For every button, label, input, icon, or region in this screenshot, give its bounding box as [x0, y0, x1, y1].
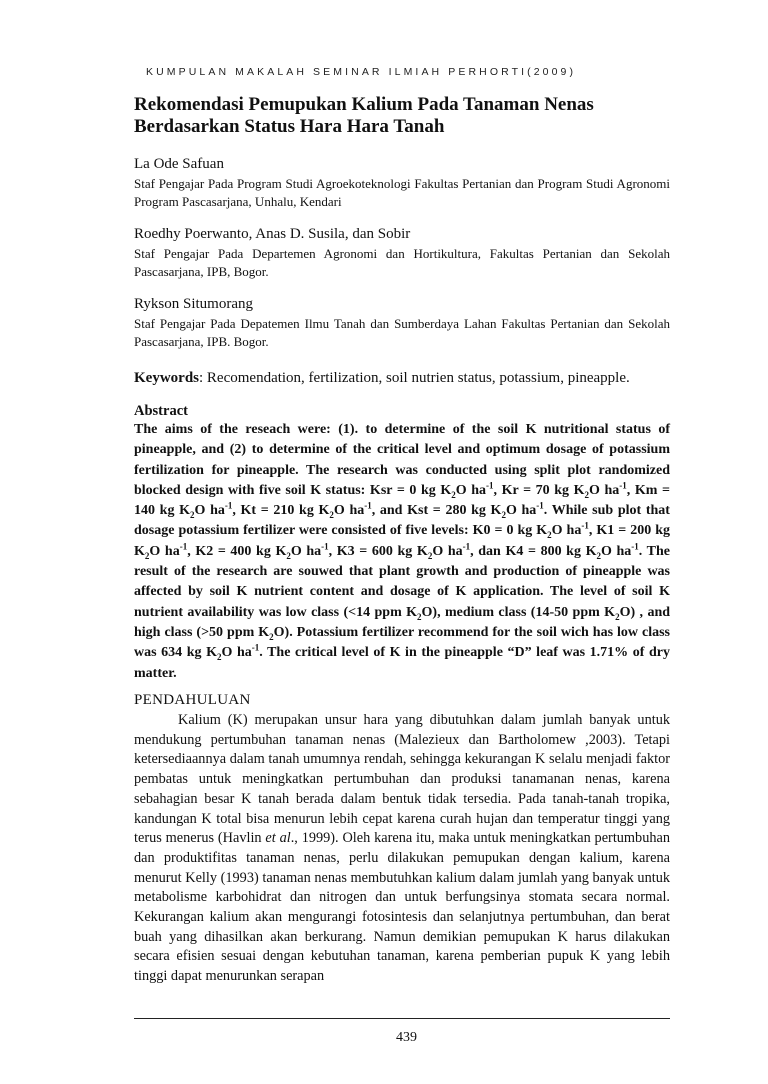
introduction-body	[134, 711, 670, 987]
title-line-1: Rekomendasi Pemupukan Kalium Pada Tanaman Nenas	[134, 94, 594, 115]
introduction-paragraph: Kalium (K) merupakan unsur hara yang dibutuhkan dalam jumlah banyak untuk mendukung pertumbuhan tanaman nenas (Malezieux dan Bartholomew ,2003). Tetapi ketersediaannya dalam tanah umumnya rendah, sehingga kekurangan K selalu menjadi faktor pembatas untuk meningkatkan pertumbuhan dan produksi tanamanan nenas, karena sebahagian besar K tanah berada dalam bentuk tidak tersedia. Pada tanah-tanah tropika, kandungan K total bisa menurun lebih cepat karena curah hujan dan temperatur tinggi yang terus menerus (Havlin et al., 1999). Oleh karena itu, maka untuk meningkatkan pertumbuhan dan produktifitas tanaman nenas, perlu dilakukan pemupukan dengan kalium, karena menurut Kelly (1993) tanaman nenas membutuhkan kalium dalam jumlah yang banyak untuk metabolisme karbohidrat dan nitrogen dan untuk berfungsinya stomata secara normal. Kekurangan kalium akan mengurangi fotosintesis dan selanjutnya pertumbuhan, dan berat buah yang dihasilkan akan berkurang. Namun demikian pemupukan K harus dilakukan secara efisien sesuai dengan kebutuhan tanaman, karena pemberian pupuk K yang lebih tinggi dapat menurunkan serapan	[134, 712, 670, 985]
author-1-name: La Ode Safuan	[134, 156, 224, 172]
author-3-name: Rykson Situmorang	[134, 296, 253, 312]
keywords-line	[134, 369, 670, 387]
author-2-name: Roedhy Poerwanto, Anas D. Susila, dan Sobir	[134, 226, 411, 242]
abstract-body: The aims of the reseach were: (1). to determine of the soil K nutritional status of pineapple, and (2) to determine of the critical level and optimum dosage of potassium fertilization for pineapple. The research was conducted using split plot randomized blocked design with five soil K status: Ksr = 0 kg $K_2O$ $ha^{-1}$, Kr = 70 kg $K_2O$ $ha^{-1}$, Km = 140 kg $K_2O$ $ha^{-1}$, Kt = 210 kg $K_2O$ $ha^{-1}$, and Kst = 280 kg $K_2O$ $ha^{-1}$. While sub plot that dosage potassium fertilizer were consisted of five levels: K0 = 0 kg $K_2O$ $ha^{-1}$, K1 = 200 kg $K_2O$ $ha^{-1}$, K2 = 400 kg $K_2O$ $ha^{-1}$, K3 = 600 kg $K_2O$ $ha^{-1}$, dan K4 = 800 kg $K_2O$ $ha^{-1}$. The result of the research are souwed that plant growth and production of pineapple was affected by soil K nutrient content and dosage of K application. The level of soil K nutrient availability was low class (<14 ppm $K_2O$), medium class (14-50 ppm $K_2O$) , and high class (>50 ppm $K_2O$). Potassium fertilizer recommend for the soil wich has low class was 634 kg $K_2O$ $ha^{-1}$. The critical level of K in the pineapple “D” leaf was 1.71% of dry matter.	[134, 422, 671, 681]
abstract-heading: Abstract	[134, 403, 188, 419]
page-number: 439	[396, 1030, 417, 1045]
keywords-label: Keywords	[134, 370, 199, 386]
author-2-affiliation: Staf Pengajar Pada Departemen Agronomi dan Hortikultura, Fakultas Pertanian dan Sekolah Pascasarjana, IPB, Bogor.	[134, 246, 670, 279]
author-3-affiliation: Staf Pengajar Pada Depatemen Ilmu Tanah dan Sumberdaya Lahan Fakultas Pertanian dan Sekolah Pascasarjana, IPB. Bogor.	[134, 316, 670, 349]
keywords-text: Recomendation, fertilization, soil nutrien status, potassium, pineapple.	[203, 370, 630, 386]
running-header: KUMPULAN MAKALAH SEMINAR ILMIAH PERHORTI(2009)	[146, 66, 577, 78]
keywords-colon: :	[199, 370, 204, 386]
title-line-2: Berdasarkan Status Hara Hara Tanah	[134, 116, 445, 137]
author-1-affiliation: Staf Pengajar Pada Program Studi Agroekoteknologi Fakultas Pertanian dan Program Studi Agronomi Program Pascasarjana, Unhalu, Kendari	[134, 176, 670, 209]
paper-title	[134, 94, 670, 138]
footer-rule	[134, 1018, 670, 1019]
section-heading: PENDAHULUAN	[134, 692, 251, 708]
